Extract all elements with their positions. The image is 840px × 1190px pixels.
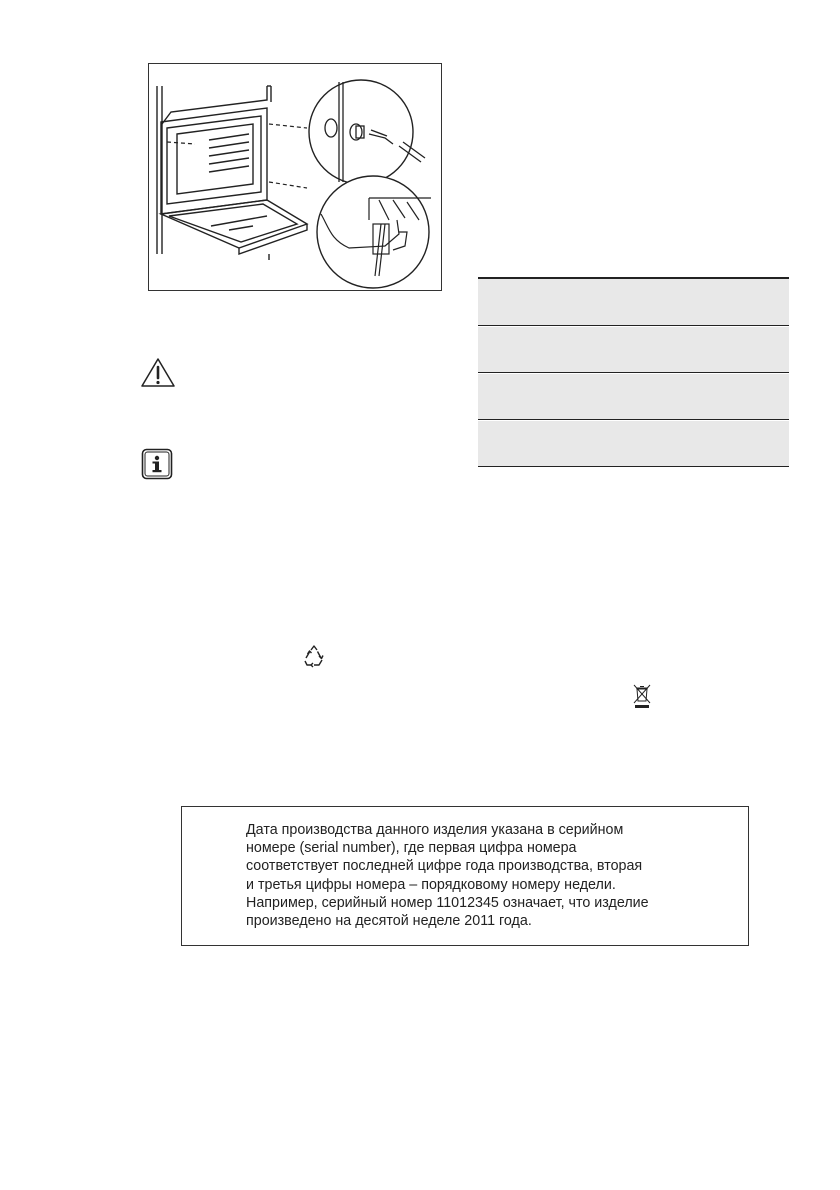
table-row	[478, 279, 789, 326]
crossed-out-bin-icon	[632, 683, 652, 709]
recycle-icon	[302, 644, 326, 668]
table-row	[478, 373, 789, 420]
table-row	[478, 420, 789, 467]
table-row	[478, 326, 789, 373]
oven-icon	[149, 64, 441, 290]
notice-line: соответствует последней цифре года производства, вторая	[246, 858, 643, 875]
manufacture-date-notice	[181, 806, 749, 946]
specification-table	[478, 277, 789, 467]
info-icon	[141, 448, 173, 480]
notice-line: произведено на десятой неделе 2011 года.	[246, 913, 532, 930]
notice-text	[246, 821, 736, 930]
warning-triangle-icon	[140, 356, 176, 388]
notice-line: Например, серийный номер 11012345 означает, что изделие	[246, 894, 649, 911]
notice-line: номере (serial number), где первая цифра номера	[246, 840, 577, 857]
oven-door-installation-illustration	[148, 63, 442, 291]
notice-line: Дата производства данного изделия указана в серийном	[246, 822, 624, 838]
notice-line: и третья цифры номера – порядковому номеру недели.	[246, 876, 616, 893]
